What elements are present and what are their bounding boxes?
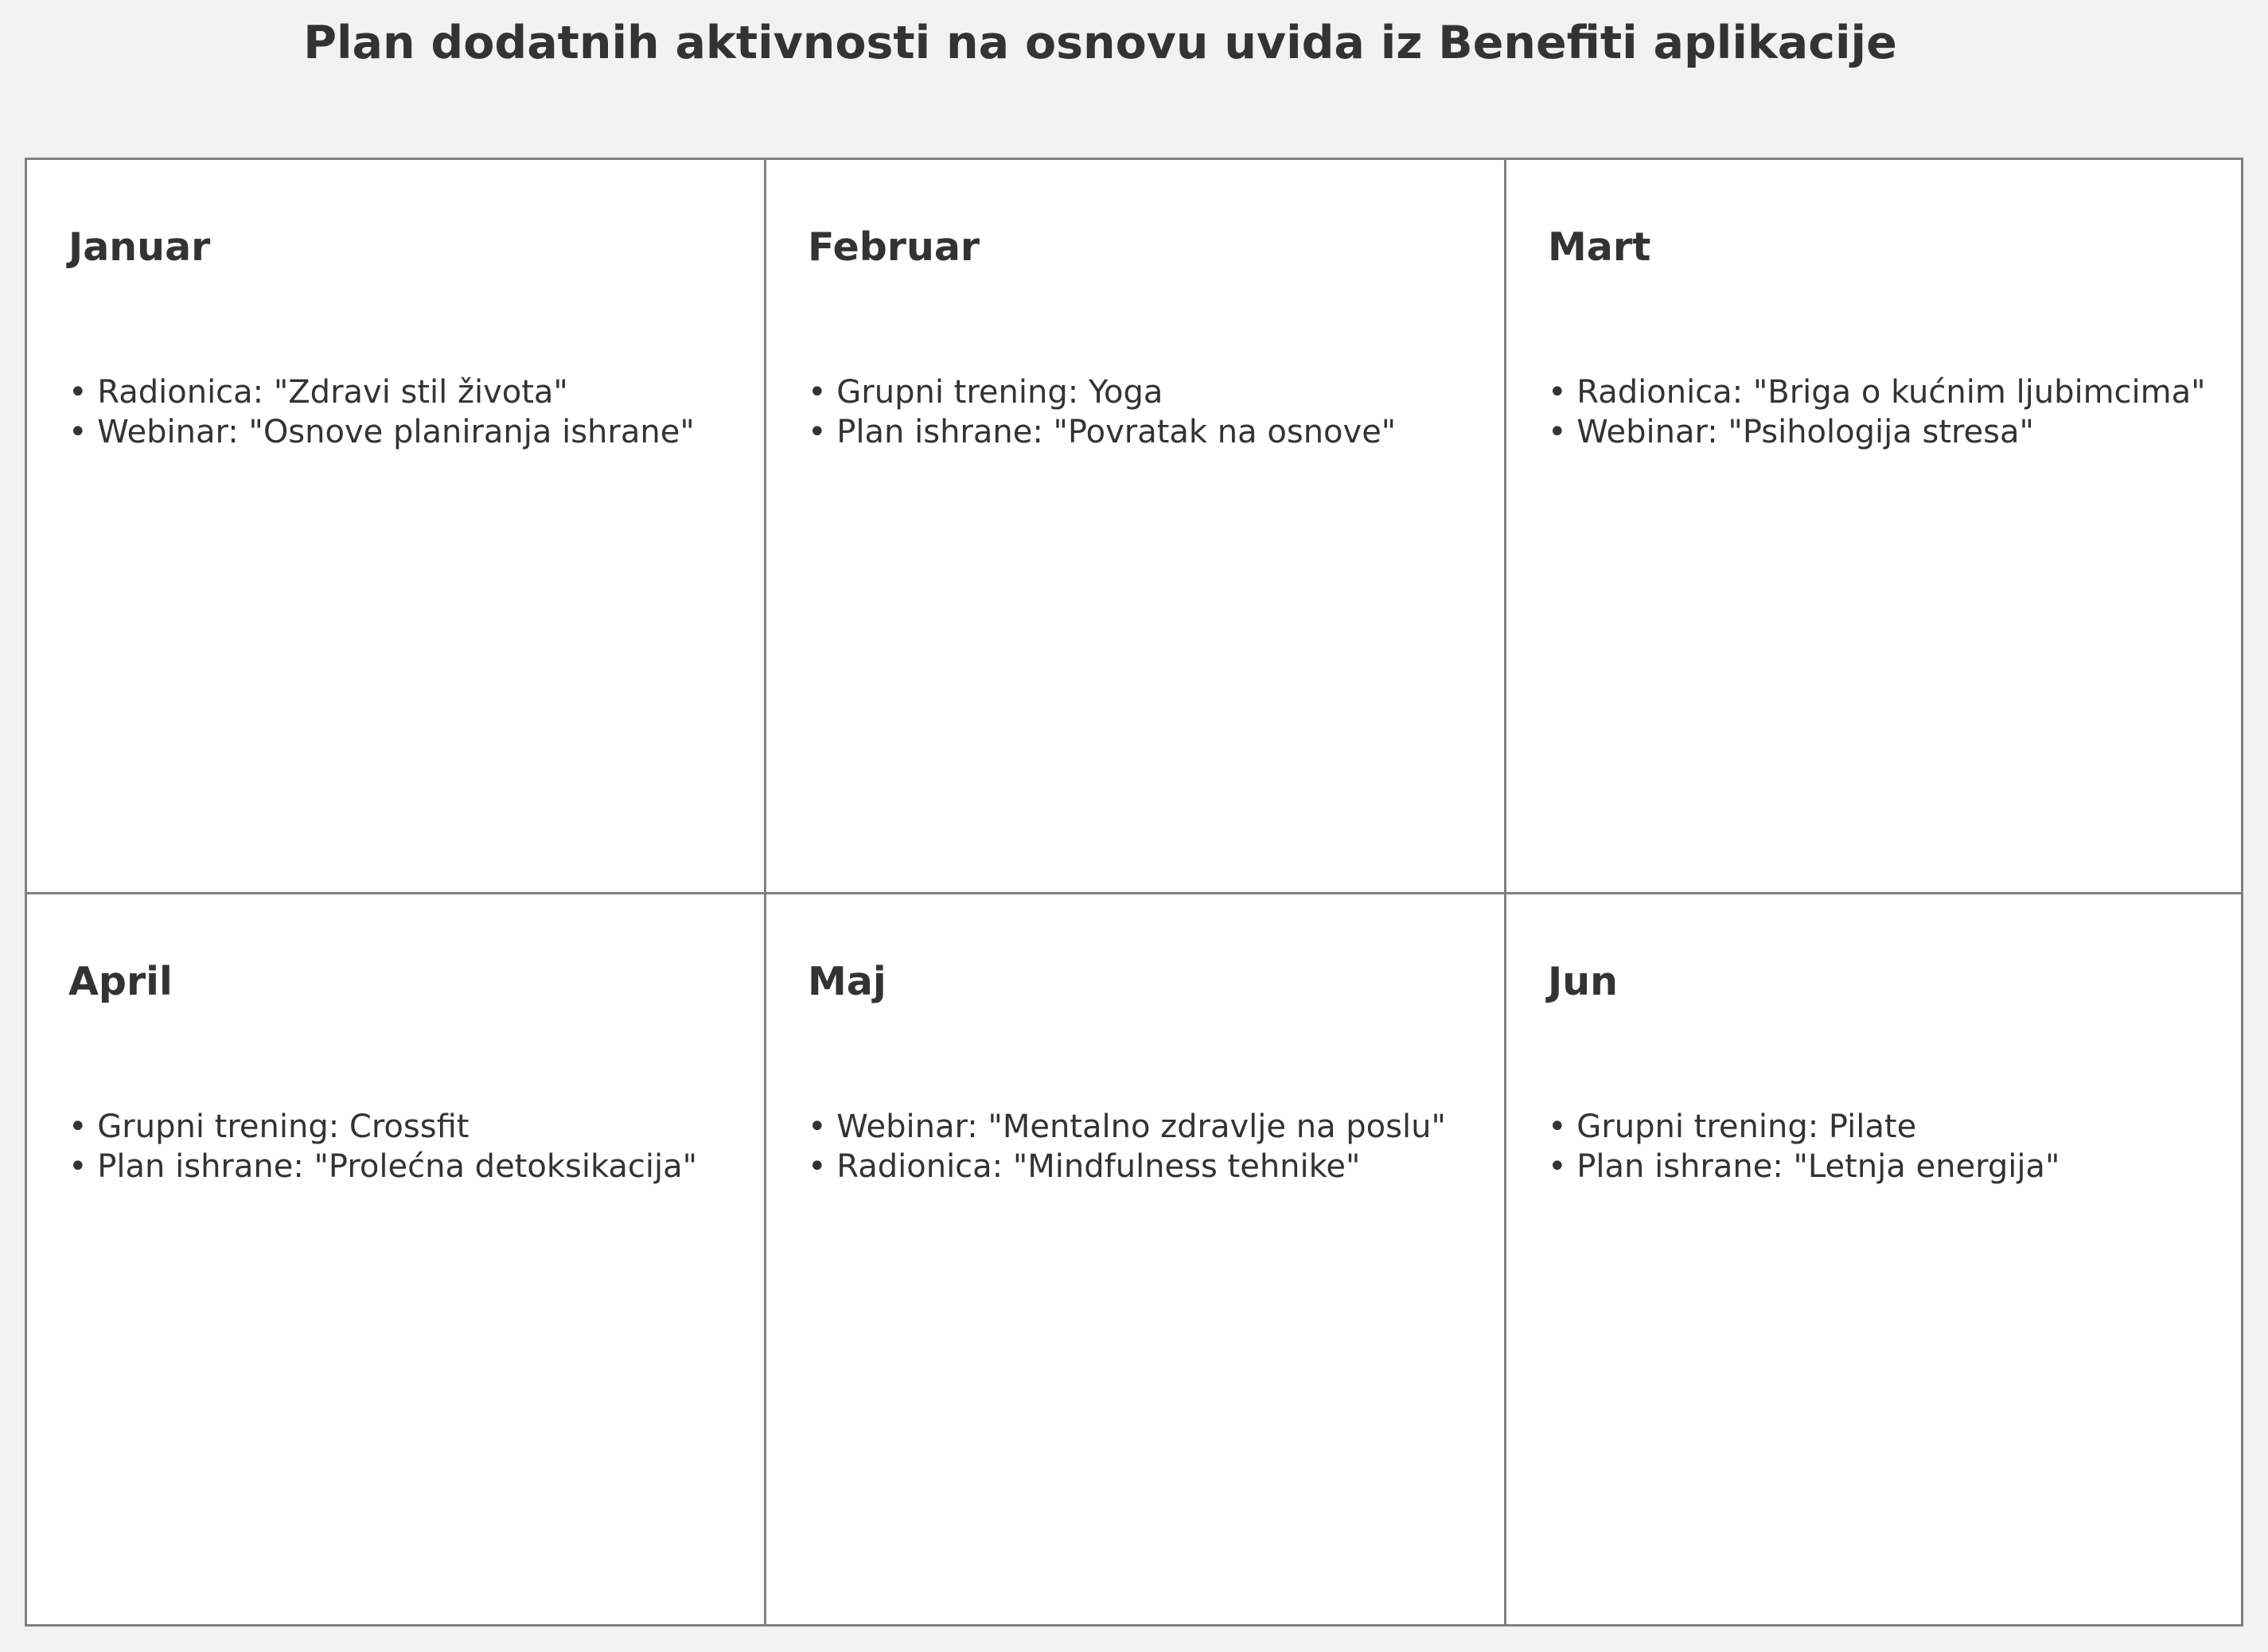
activity-list [68,1107,697,1186]
month-title: Mart [1548,224,1651,270]
month-cell-april [27,894,766,1624]
activity-item: • Radionica: "Mindfulness tehnike" [808,1148,1361,1185]
month-cell-mart [1506,160,2241,894]
activity-item: • Radionica: "Zdravi stil života" [68,374,568,411]
activity-item: • Grupni trening: Pilate [1548,1108,1917,1145]
activity-plan-grid [25,158,2243,1627]
month-title: Februar [808,224,980,270]
month-title: Januar [68,224,211,270]
activity-item: • Plan ishrane: "Prolećna detoksikacija" [68,1148,698,1185]
activity-item: • Webinar: "Psihologija stresa" [1548,414,2034,450]
activity-item: • Grupni trening: Yoga [808,374,1163,411]
month-title: Maj [808,959,887,1004]
activity-item: • Webinar: "Mentalno zdravlje na poslu" [808,1108,1446,1145]
activity-item: • Plan ishrane: "Povratak na osnove" [808,414,1397,450]
month-cell-maj [766,894,1506,1624]
activity-item: • Grupni trening: Crossfit [68,1108,470,1145]
page-title: Plan dodatnih aktivnosti na osnovu uvida iz Benefiti aplikacije [303,17,1897,69]
activity-list [1548,372,2206,452]
activity-list [808,372,1396,452]
activity-list [68,372,695,452]
month-title: April [68,959,173,1004]
activity-item: • Webinar: "Osnove planiranja ishrane" [68,414,695,450]
activity-item: • Plan ishrane: "Letnja energija" [1548,1148,2060,1185]
activity-list [808,1107,1446,1186]
month-title: Jun [1548,959,1618,1004]
activity-item: • Radionica: "Briga o kućnim ljubimcima" [1548,374,2206,411]
month-cell-januar [27,160,766,894]
month-cell-februar [766,160,1506,894]
activity-list [1548,1107,2060,1186]
month-cell-jun [1506,894,2241,1624]
